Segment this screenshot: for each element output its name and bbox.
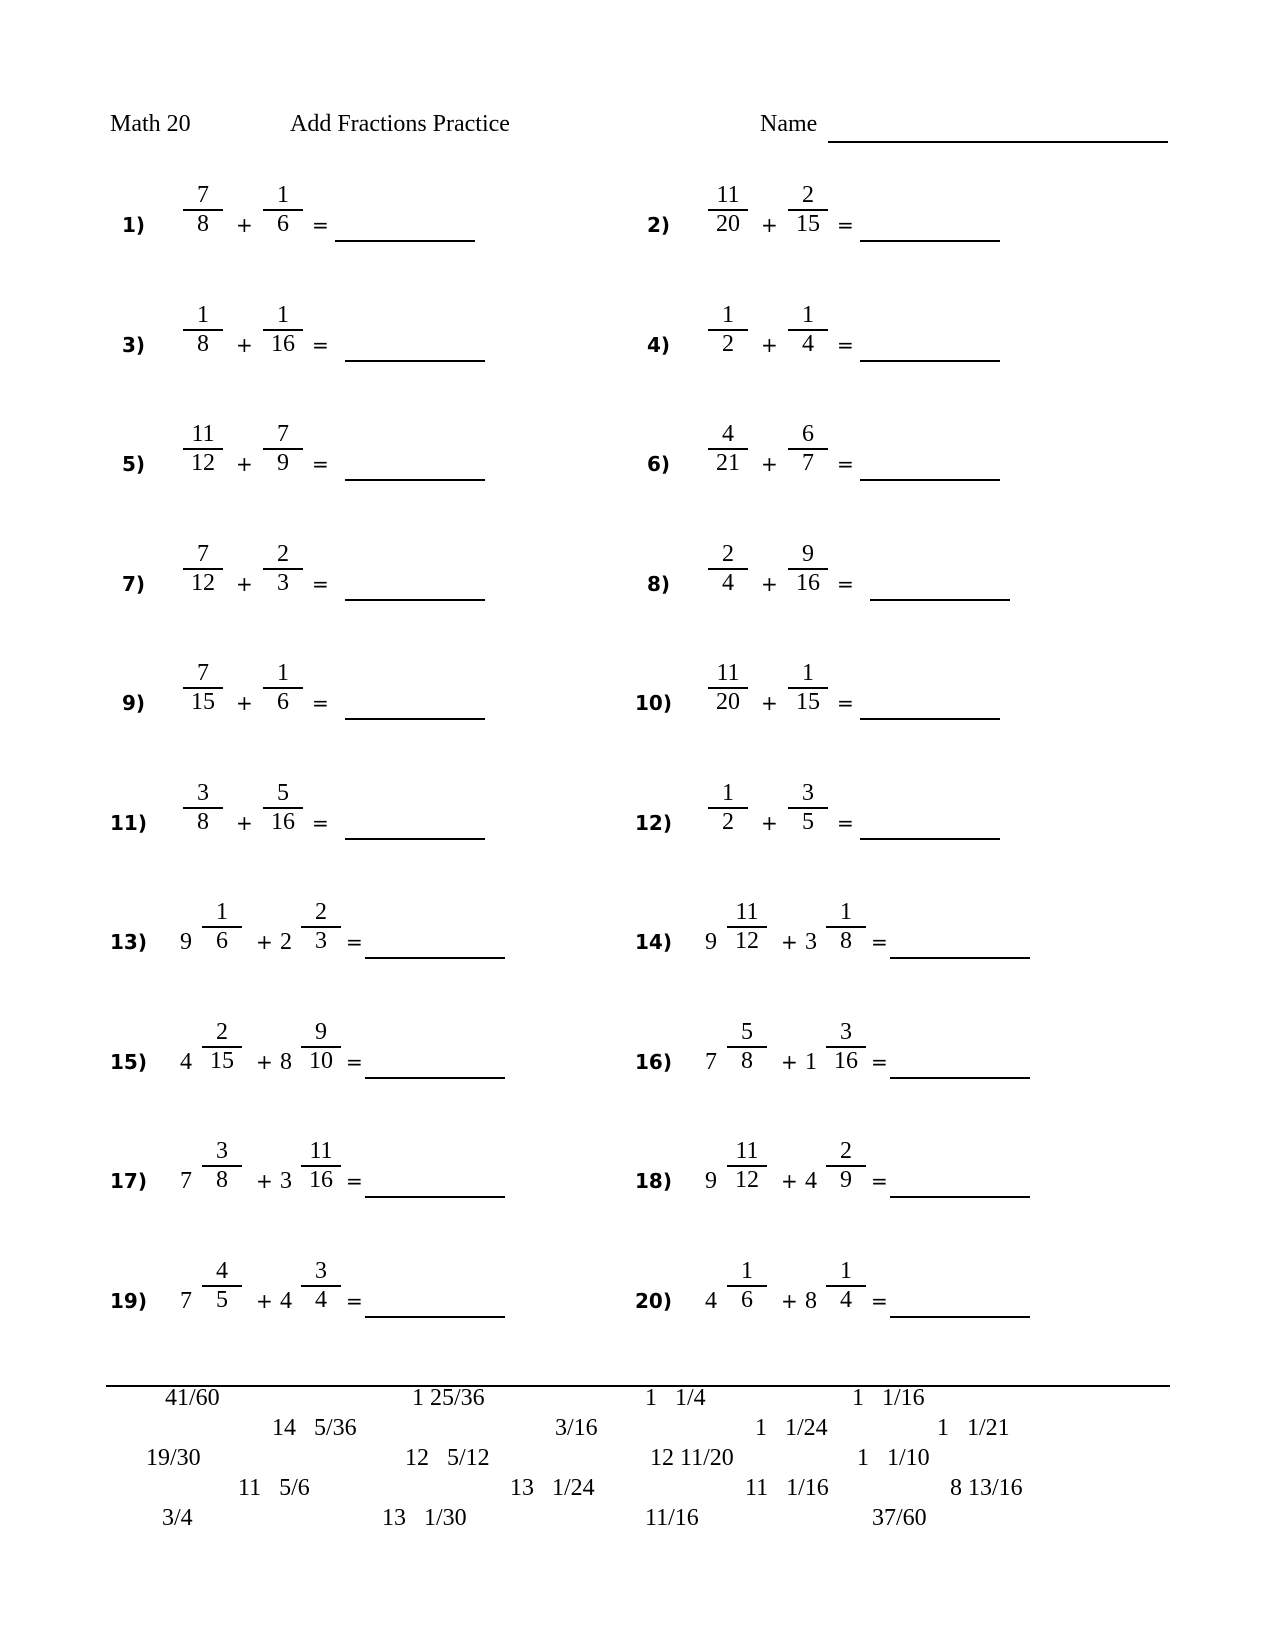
problem-number: 13) xyxy=(110,930,147,954)
answer-blank[interactable] xyxy=(860,479,1000,481)
answer-key-item: 1 1/10 xyxy=(857,1445,930,1471)
denominator: 16 xyxy=(271,808,295,835)
numerator: 3 xyxy=(802,779,814,806)
equals-sign: = xyxy=(346,1169,363,1193)
denominator: 16 xyxy=(271,330,295,357)
denominator: 3 xyxy=(315,928,327,954)
problem-item xyxy=(110,301,630,407)
denominator: 15 xyxy=(210,1047,234,1074)
fraction-b xyxy=(301,899,341,955)
problem-item xyxy=(635,540,1155,646)
problem-item xyxy=(635,1138,1155,1243)
fraction-b xyxy=(263,660,303,716)
fraction-a xyxy=(727,1258,767,1314)
fraction-a xyxy=(708,182,748,238)
whole-number-a: 4 xyxy=(705,1287,717,1314)
answer-key-item: 11/16 xyxy=(645,1505,699,1531)
answer-blank[interactable] xyxy=(860,718,1000,720)
problem-number: 14) xyxy=(635,930,672,954)
fraction-b xyxy=(263,302,303,358)
problem-number: 15) xyxy=(110,1049,147,1074)
answer-key-item: 12 5/12 xyxy=(405,1445,490,1471)
answer-blank[interactable] xyxy=(335,240,475,242)
plus-sign: + xyxy=(256,1169,273,1193)
name-label: Name xyxy=(760,111,818,137)
numerator: 3 xyxy=(197,779,209,806)
numerator: 1 xyxy=(277,301,289,328)
denominator: 16 xyxy=(309,1167,333,1193)
answer-blank[interactable] xyxy=(365,1316,505,1318)
answer-key-item: 1 1/16 xyxy=(852,1385,925,1411)
fraction-b xyxy=(788,541,828,597)
problem-number: 2) xyxy=(647,213,671,237)
whole-number-a: 7 xyxy=(180,1168,192,1194)
denominator: 2 xyxy=(722,808,734,835)
denominator: 12 xyxy=(191,569,215,596)
answer-blank[interactable] xyxy=(365,1077,505,1079)
equals-sign: = xyxy=(312,810,329,835)
problem-item xyxy=(110,1138,630,1243)
equals-sign: = xyxy=(871,1169,888,1193)
whole-number-a: 9 xyxy=(180,929,192,955)
fraction-b xyxy=(788,182,828,238)
equals-sign: = xyxy=(346,1049,363,1074)
numerator: 9 xyxy=(315,1018,327,1045)
answer-key-item: 11 5/6 xyxy=(238,1475,310,1501)
fraction-a xyxy=(183,182,223,238)
numerator: 11 xyxy=(735,899,759,925)
fraction-b xyxy=(788,780,828,836)
equals-sign: = xyxy=(312,571,329,596)
answer-blank[interactable] xyxy=(345,599,485,601)
problem-number: 9) xyxy=(122,691,146,715)
equals-sign: = xyxy=(837,332,854,357)
equals-sign: = xyxy=(837,810,854,835)
plus-sign: + xyxy=(236,452,253,476)
numerator: 2 xyxy=(216,1018,228,1045)
whole-number-b: 8 xyxy=(280,1048,292,1075)
answer-key-item: 1 1/24 xyxy=(755,1415,828,1441)
denominator: 8 xyxy=(741,1047,753,1074)
denominator: 16 xyxy=(834,1047,858,1074)
numerator: 11 xyxy=(716,660,740,686)
fraction-a xyxy=(708,421,748,477)
equals-sign: = xyxy=(837,691,854,715)
problem-item xyxy=(110,1257,630,1363)
numerator: 3 xyxy=(216,1138,228,1164)
numerator: 1 xyxy=(216,899,228,925)
numerator: 2 xyxy=(840,1138,852,1164)
whole-number-b: 4 xyxy=(280,1287,292,1314)
plus-sign: + xyxy=(236,810,253,835)
problem-number: 8) xyxy=(647,571,671,596)
denominator: 15 xyxy=(796,689,820,715)
denominator: 8 xyxy=(840,928,852,954)
plus-sign: + xyxy=(761,213,778,237)
plus-sign: + xyxy=(781,930,798,954)
answer-key-item: 1 1/21 xyxy=(937,1415,1010,1441)
denominator: 16 xyxy=(796,569,820,596)
fraction-a xyxy=(727,1019,767,1075)
equals-sign: = xyxy=(871,930,888,954)
worksheet-title: Add Fractions Practice xyxy=(290,111,510,137)
plus-sign: + xyxy=(761,332,778,357)
answer-key-divider xyxy=(106,1385,1170,1387)
name-blank-line[interactable] xyxy=(828,141,1168,143)
equals-sign: = xyxy=(837,571,854,596)
numerator: 7 xyxy=(277,421,289,447)
answer-key-item: 3/4 xyxy=(162,1505,193,1531)
numerator: 1 xyxy=(722,301,734,328)
numerator: 11 xyxy=(735,1138,759,1164)
problem-item xyxy=(635,421,1155,526)
plus-sign: + xyxy=(236,691,253,715)
numerator: 11 xyxy=(716,182,740,208)
problem-item xyxy=(635,660,1155,765)
numerator: 11 xyxy=(191,421,215,447)
problem-item xyxy=(635,182,1155,287)
numerator: 1 xyxy=(741,1257,753,1284)
course-label: Math 20 xyxy=(110,111,191,137)
problem-number: 10) xyxy=(635,691,672,715)
problem-item xyxy=(635,1018,1155,1124)
fraction-a xyxy=(202,1019,242,1075)
fraction-b xyxy=(263,182,303,238)
answer-blank[interactable] xyxy=(345,479,485,481)
numerator: 1 xyxy=(277,660,289,686)
denominator: 6 xyxy=(741,1286,753,1313)
denominator: 21 xyxy=(716,450,740,476)
denominator: 4 xyxy=(315,1286,327,1313)
answer-blank[interactable] xyxy=(890,957,1030,959)
answer-key-item: 37/60 xyxy=(872,1505,927,1531)
denominator: 9 xyxy=(277,450,289,476)
problem-number: 1) xyxy=(122,213,146,237)
problem-item xyxy=(110,660,630,765)
denominator: 4 xyxy=(802,330,814,357)
problem-number: 19) xyxy=(110,1288,147,1313)
equals-sign: = xyxy=(312,691,329,715)
denominator: 10 xyxy=(309,1047,333,1074)
answer-blank[interactable] xyxy=(860,360,1000,362)
denominator: 4 xyxy=(840,1286,852,1313)
fraction-b xyxy=(826,1138,866,1194)
fraction-a xyxy=(183,541,223,597)
plus-sign: + xyxy=(236,213,253,237)
equals-sign: = xyxy=(346,1288,363,1313)
fraction-b xyxy=(788,421,828,477)
answer-blank[interactable] xyxy=(890,1316,1030,1318)
denominator: 8 xyxy=(216,1167,228,1193)
fraction-a xyxy=(727,1138,767,1194)
answer-key-item: 1 1/4 xyxy=(645,1385,706,1411)
plus-sign: + xyxy=(781,1288,798,1313)
whole-number-b: 8 xyxy=(805,1287,817,1314)
whole-number-b: 4 xyxy=(805,1168,817,1194)
answer-key-item: 12 11/20 xyxy=(650,1445,734,1471)
equals-sign: = xyxy=(312,213,329,237)
answer-key-item: 3/16 xyxy=(555,1415,598,1441)
problem-item xyxy=(635,899,1155,1004)
numerator: 1 xyxy=(802,660,814,686)
problem-item xyxy=(110,421,630,526)
denominator: 6 xyxy=(216,928,228,954)
numerator: 4 xyxy=(216,1257,228,1284)
answer-blank[interactable] xyxy=(365,957,505,959)
plus-sign: + xyxy=(761,571,778,596)
answer-blank[interactable] xyxy=(345,360,485,362)
fraction-b xyxy=(263,780,303,836)
fraction-a xyxy=(708,541,748,597)
answer-key-item: 14 5/36 xyxy=(272,1415,357,1441)
numerator: 2 xyxy=(277,540,289,567)
denominator: 15 xyxy=(191,689,215,715)
denominator: 15 xyxy=(796,211,820,237)
numerator: 3 xyxy=(840,1018,852,1045)
plus-sign: + xyxy=(761,452,778,476)
answer-key-item: 13 1/24 xyxy=(510,1475,595,1501)
numerator: 1 xyxy=(277,182,289,208)
whole-number-b: 3 xyxy=(805,929,817,955)
denominator: 8 xyxy=(197,808,209,835)
plus-sign: + xyxy=(256,1288,273,1313)
equals-sign: = xyxy=(837,213,854,237)
fraction-b xyxy=(826,1258,866,1314)
numerator: 7 xyxy=(197,182,209,208)
fraction-a xyxy=(202,1258,242,1314)
numerator: 11 xyxy=(309,1138,333,1164)
problem-number: 17) xyxy=(110,1169,147,1193)
fraction-b xyxy=(301,1258,341,1314)
numerator: 2 xyxy=(802,182,814,208)
denominator: 8 xyxy=(197,211,209,237)
problem-item xyxy=(635,301,1155,407)
problem-number: 3) xyxy=(122,332,146,357)
fraction-a xyxy=(708,660,748,716)
plus-sign: + xyxy=(781,1049,798,1074)
denominator: 8 xyxy=(197,330,209,357)
answer-blank[interactable] xyxy=(345,838,485,840)
answer-blank[interactable] xyxy=(870,599,1010,601)
denominator: 6 xyxy=(277,689,289,715)
fraction-b xyxy=(788,660,828,716)
numerator: 1 xyxy=(722,779,734,806)
denominator: 9 xyxy=(840,1167,852,1193)
answer-key-item: 11 1/16 xyxy=(745,1475,829,1501)
numerator: 1 xyxy=(840,899,852,925)
whole-number-a: 9 xyxy=(705,1168,717,1194)
problem-item xyxy=(110,1018,630,1124)
fraction-b xyxy=(301,1138,341,1194)
fraction-b xyxy=(826,899,866,955)
denominator: 4 xyxy=(722,569,734,596)
fraction-a xyxy=(708,302,748,358)
problem-number: 11) xyxy=(110,810,147,835)
denominator: 2 xyxy=(722,330,734,357)
answer-key-item: 8 13/16 xyxy=(950,1475,1023,1501)
plus-sign: + xyxy=(761,810,778,835)
whole-number-a: 9 xyxy=(705,929,717,955)
whole-number-b: 3 xyxy=(280,1168,292,1194)
problem-number: 12) xyxy=(635,810,672,835)
answer-key-item: 19/30 xyxy=(146,1445,201,1471)
denominator: 7 xyxy=(802,450,814,476)
numerator: 7 xyxy=(197,540,209,567)
denominator: 5 xyxy=(216,1286,228,1313)
problem-number: 7) xyxy=(122,571,146,596)
denominator: 20 xyxy=(716,211,740,237)
numerator: 2 xyxy=(315,899,327,925)
answer-key-item: 1 25/36 xyxy=(412,1385,485,1411)
fraction-a xyxy=(727,899,767,955)
fraction-a xyxy=(202,899,242,955)
fraction-b xyxy=(263,541,303,597)
problem-number: 20) xyxy=(635,1288,672,1313)
denominator: 12 xyxy=(735,928,759,954)
problem-number: 6) xyxy=(647,452,671,476)
whole-number-a: 7 xyxy=(705,1048,717,1075)
numerator: 9 xyxy=(802,540,814,567)
plus-sign: + xyxy=(236,571,253,596)
equals-sign: = xyxy=(871,1049,888,1074)
denominator: 3 xyxy=(277,569,289,596)
problem-item xyxy=(110,540,630,646)
answer-blank[interactable] xyxy=(890,1196,1030,1198)
numerator: 2 xyxy=(722,540,734,567)
answer-blank[interactable] xyxy=(365,1196,505,1198)
whole-number-b: 1 xyxy=(805,1048,817,1075)
equals-sign: = xyxy=(871,1288,888,1313)
numerator: 1 xyxy=(197,301,209,328)
problem-item xyxy=(110,182,630,287)
problem-number: 16) xyxy=(635,1049,672,1074)
problem-item xyxy=(635,779,1155,885)
numerator: 7 xyxy=(197,660,209,686)
equals-sign: = xyxy=(312,452,329,476)
denominator: 12 xyxy=(191,450,215,476)
fraction-a xyxy=(202,1138,242,1194)
fraction-a xyxy=(183,660,223,716)
numerator: 1 xyxy=(802,301,814,328)
equals-sign: = xyxy=(837,452,854,476)
fraction-b xyxy=(263,421,303,477)
problem-number: 5) xyxy=(122,452,146,476)
fraction-b xyxy=(301,1019,341,1075)
problem-item xyxy=(110,779,630,885)
problem-number: 4) xyxy=(647,332,671,357)
numerator: 4 xyxy=(722,421,734,447)
plus-sign: + xyxy=(236,332,253,357)
fraction-b xyxy=(788,302,828,358)
answer-blank[interactable] xyxy=(860,838,1000,840)
answer-key-item: 41/60 xyxy=(165,1385,220,1411)
whole-number-a: 4 xyxy=(180,1048,192,1075)
numerator: 1 xyxy=(840,1257,852,1284)
answer-key-item: 13 1/30 xyxy=(382,1505,467,1531)
plus-sign: + xyxy=(761,691,778,715)
denominator: 12 xyxy=(735,1167,759,1193)
numerator: 5 xyxy=(277,779,289,806)
plus-sign: + xyxy=(256,930,273,954)
fraction-a xyxy=(708,780,748,836)
fraction-a xyxy=(183,302,223,358)
fraction-a xyxy=(183,421,223,477)
whole-number-a: 7 xyxy=(180,1287,192,1314)
fraction-b xyxy=(826,1019,866,1075)
numerator: 6 xyxy=(802,421,814,447)
problem-item xyxy=(110,899,630,1004)
equals-sign: = xyxy=(346,930,363,954)
problem-item xyxy=(635,1257,1155,1363)
answer-blank[interactable] xyxy=(860,240,1000,242)
denominator: 5 xyxy=(802,808,814,835)
problem-number: 18) xyxy=(635,1169,672,1193)
denominator: 6 xyxy=(277,211,289,237)
answer-blank[interactable] xyxy=(890,1077,1030,1079)
numerator: 5 xyxy=(741,1018,753,1045)
plus-sign: + xyxy=(781,1169,798,1193)
fraction-a xyxy=(183,780,223,836)
numerator: 3 xyxy=(315,1257,327,1284)
whole-number-b: 2 xyxy=(280,929,292,955)
plus-sign: + xyxy=(256,1049,273,1074)
equals-sign: = xyxy=(312,332,329,357)
denominator: 20 xyxy=(716,689,740,715)
answer-blank[interactable] xyxy=(345,718,485,720)
